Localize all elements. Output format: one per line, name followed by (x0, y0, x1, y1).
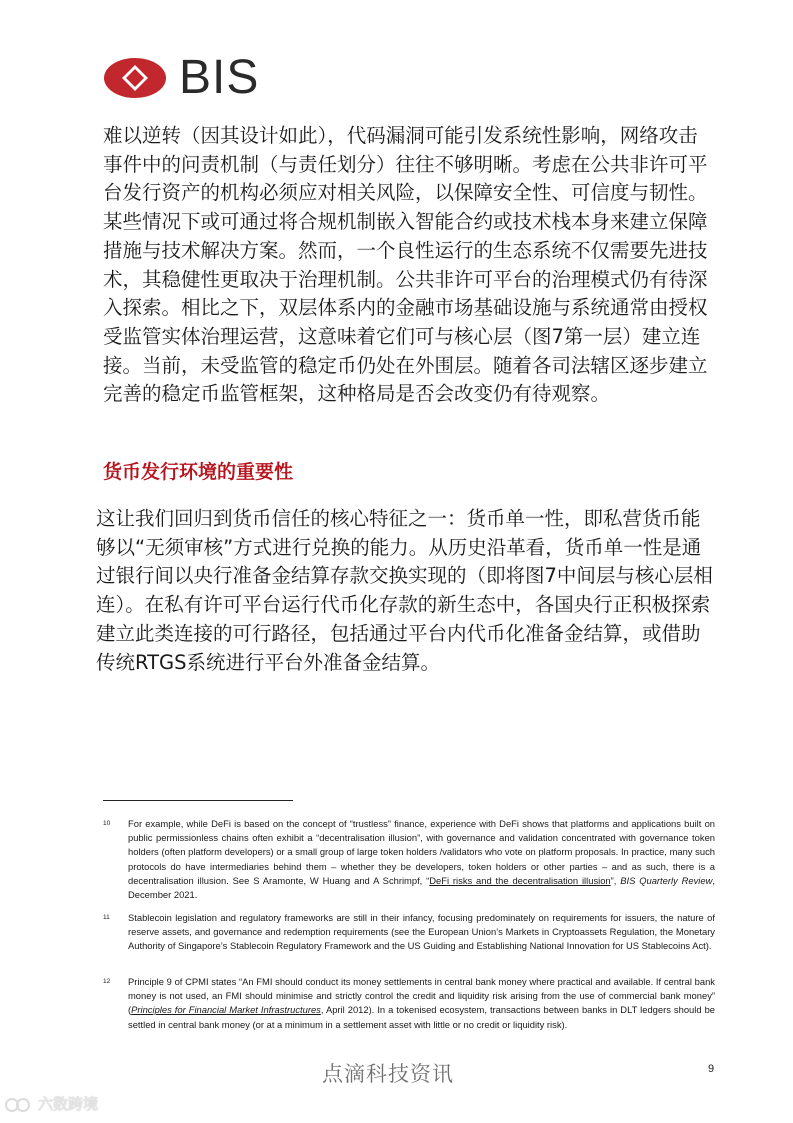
footnote-10 (103, 817, 715, 902)
footnote-text-part: , April 2012). In a tokenised ecosystem, transactions between banks in DLT ledgers should be settled in central bank money (or at a minimum in a settlement asset with little or no credit or liquidity risk). (128, 1004, 715, 1030)
footnote-text: Stablecoin legislation and regulatory frameworks are still in their infancy, focusing predominately on requirements for issuers, the nature of reserve assets, and governance and redemption requirements (see the European Union’s Markets in Cryptoassets Regulation, the Monetary Authority of Singapore’s Stablecoin Regulatory Framework and the US Guiding and Establishing National Innovation for US Stablecoins Act). (128, 912, 715, 952)
footnote-text-part: , December 2021. (128, 874, 715, 901)
footnote-text (128, 817, 715, 902)
paragraph-text: 这让我们回归到货币信任的核心特征之一：货币单一性，即私营货币能够以“无须审核”方式进行兑换的能力。从历史沿革看，货币单一性是通过银行间以央行准备金结算存款交换实现的（即将图7中间层与核心层相连）。在私有许可平台运行代币化存款的新生态中，各国央行正积极探索建立此类连接的可行路径，包括通过平台内代币化准备金结算，或借助传统RTGS系统进行平台外准备金结算。 (96, 507, 713, 674)
watermark-logo-icon (4, 1095, 34, 1113)
paragraph-text: 难以逆转（因其设计如此），代码漏洞可能引发系统性影响，网络攻击事件中的问责机制（与责任划分）往往不够明晰。考虑在公共非许可平台发行资产的机构必须应对相关风险，以保障安全性、可信度与韧性。某些情况下或可通过将合规机制嵌入智能合约或技术栈本身来建立保障措施与技术解决方案。然而，一个良性运行的生态系统不仅需要先进技术，其稳健性更取决于治理机制。公共非许可平台的治理模式仍有待深入探索。相比之下，双层体系内的金融市场基础设施与系统通常由授权受监管实体治理运营，这意味着它们可与核心层（图7第一层）建立连接。当前，未受监管的稳定币仍处在外围层。随着各司法辖区逐步建立完善的稳定币监管框架，这种格局是否会改变仍有待观察。 (103, 124, 708, 406)
corner-watermark-text: 六数跨境 (38, 1095, 99, 1113)
footnote-number: 12 (103, 978, 111, 985)
bis-logo (103, 51, 260, 104)
footnote-text-part: Principle 9 of CPMI states “An FMI should conduct its money settlements in central bank money where practical and available. If central bank money is not used, an FMI should minimise and strictly control the credit and liquidity risk arising from the use of commercial bank money” ( (128, 976, 715, 1016)
footnote-link[interactable]: Principles for Financial Market Infrastructures (131, 1004, 321, 1016)
section-heading: 货币发行环境的重要性 (103, 461, 294, 483)
footnote-12 (103, 975, 715, 1032)
bis-emblem-icon (103, 56, 167, 100)
footnote-number: 11 (103, 914, 110, 921)
footnote-11 (103, 911, 715, 954)
footnote-text-part: For example, while DeFi is based on the concept of “trustless” finance, experience with DeFi shows that platforms and applications built on public permissionless chains often exhibit a “decentralisation illusion”, with governance and validation concentrated with governance token holders (often platform developers) or a small group of large token holders /validators who vote on platform proposals. In practice, many such protocols do have intermediaries behind them – whether they be developers, token holders or other parties – and as such, there is a decentralisation illusion. See S Aramonte, W Huang and A Schrimpf, “ (128, 818, 715, 886)
body-paragraph-1 (103, 122, 713, 409)
footnote-number: 10 (103, 820, 111, 827)
page-number: 9 (708, 1063, 715, 1075)
footnote-text-part: ”, (610, 874, 621, 886)
corner-watermark (4, 1093, 98, 1114)
watermark-text: 点滴科技资讯 (322, 1062, 454, 1086)
body-paragraph-2 (96, 505, 714, 677)
logo-text: BIS (179, 51, 260, 104)
footnote-divider (103, 800, 293, 801)
footnote-italic: BIS Quarterly Review (620, 874, 713, 886)
footnote-text (128, 975, 715, 1032)
footnote-link[interactable]: DeFi risks and the decentralisation illusion (429, 874, 611, 886)
